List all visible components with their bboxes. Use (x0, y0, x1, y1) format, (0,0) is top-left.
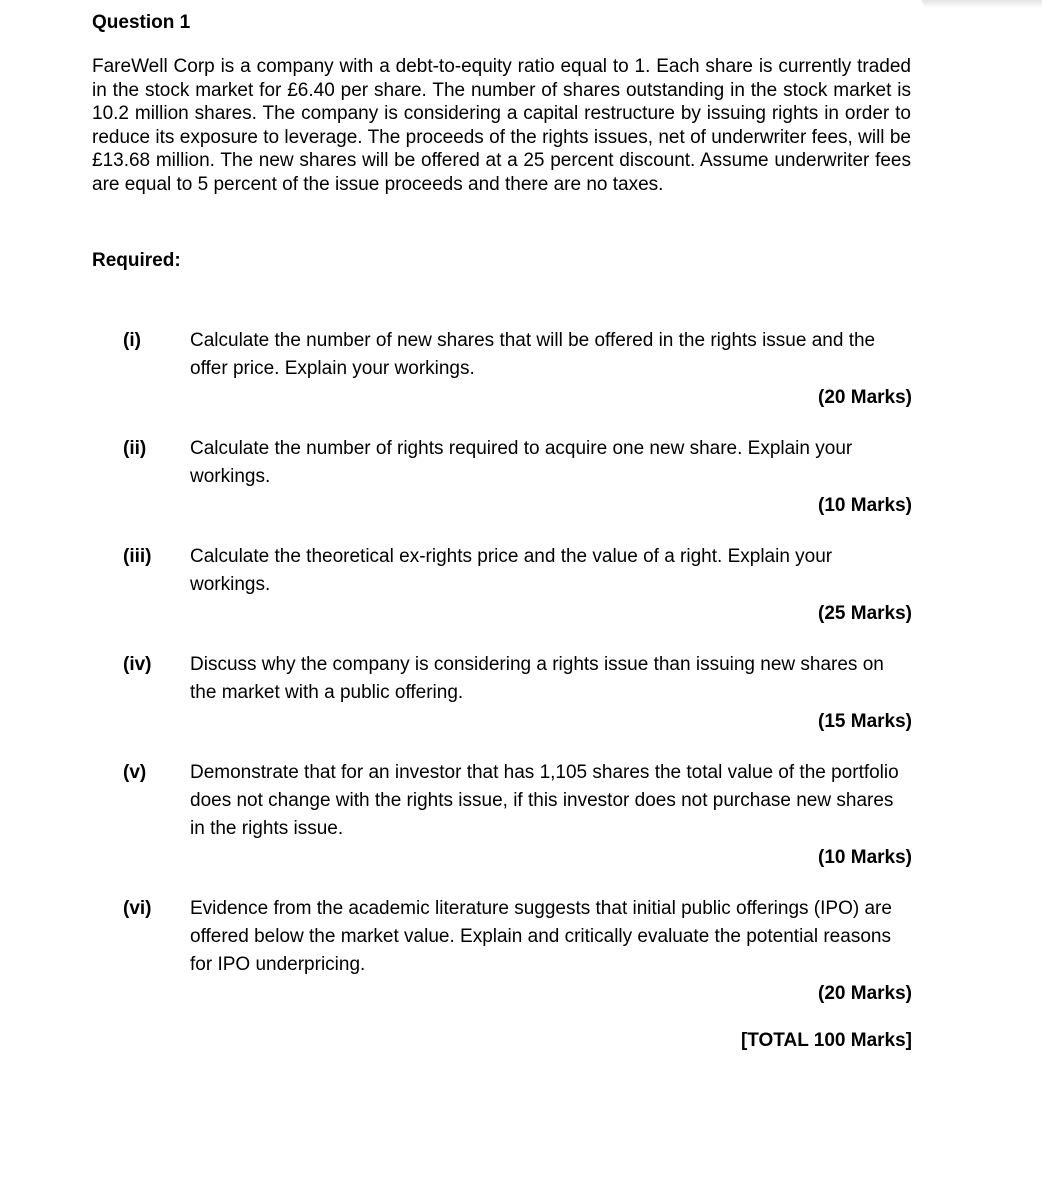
item-number: (vi) (123, 897, 152, 919)
question-title: Question 1 (92, 12, 191, 33)
question-item-vi (123, 895, 912, 1008)
item-text: Demonstrate that for an investor that has 1,105 shares the total value of the portfolio does not change with the rights issue, if this investor does not purchase new shares in the rights issue. (190, 761, 899, 839)
question-item-iii (123, 543, 912, 628)
item-number: (i) (123, 329, 141, 351)
item-text: Calculate the number of new shares that will be offered in the rights issue and the offer price. Explain your workings. (190, 329, 876, 379)
question-item-ii (123, 435, 912, 520)
question-item-iv (123, 651, 912, 736)
item-marks: (10 Marks) (818, 846, 912, 868)
item-marks: (20 Marks) (818, 386, 912, 408)
question-item-i (123, 327, 912, 412)
item-marks: (10 Marks) (818, 494, 912, 516)
item-marks: (20 Marks) (818, 982, 912, 1004)
question-item-v (123, 759, 912, 872)
item-marks: (25 Marks) (818, 602, 912, 624)
required-label: Required: (92, 249, 181, 271)
item-number: (ii) (123, 437, 147, 459)
item-number: (v) (123, 761, 147, 783)
question-document (92, 10, 912, 1055)
total-marks: [TOTAL 100 Marks] (740, 1029, 912, 1051)
question-intro: FareWell Corp is a company with a debt-to-equity ratio equal to 1. Each share is currently traded in the stock market for £6.40 per share. The number of shares outstanding in the stock market is 10.2 million shares. The company is considering a capital restructure by issuing rights in order to reduce its exposure to leverage. The proceeds of the rights issues, net of underwriter fees, will be £13.68 million. The new shares will be offered at a 25 percent discount. Assume underwriter fees are equal to 5 percent of the issue proceeds and there are no taxes. (92, 56, 911, 195)
item-text: Discuss why the company is considering a rights issue than issuing new shares on the market with a public offering. (190, 653, 884, 703)
item-text: Calculate the number of rights required to acquire one new share. Explain your workings. (190, 437, 853, 487)
page-corner-shadow (922, 0, 1042, 8)
item-text: Calculate the theoretical ex-rights price and the value of a right. Explain your workings. (190, 545, 833, 595)
question-items (92, 327, 912, 1008)
item-number: (iii) (123, 545, 152, 567)
item-marks: (15 Marks) (818, 710, 912, 732)
item-number: (iv) (123, 653, 152, 675)
item-text: Evidence from the academic literature suggests that initial public offerings (IPO) are offered below the market value. Explain and critically evaluate the potential reasons for IPO underpricing. (190, 897, 892, 975)
